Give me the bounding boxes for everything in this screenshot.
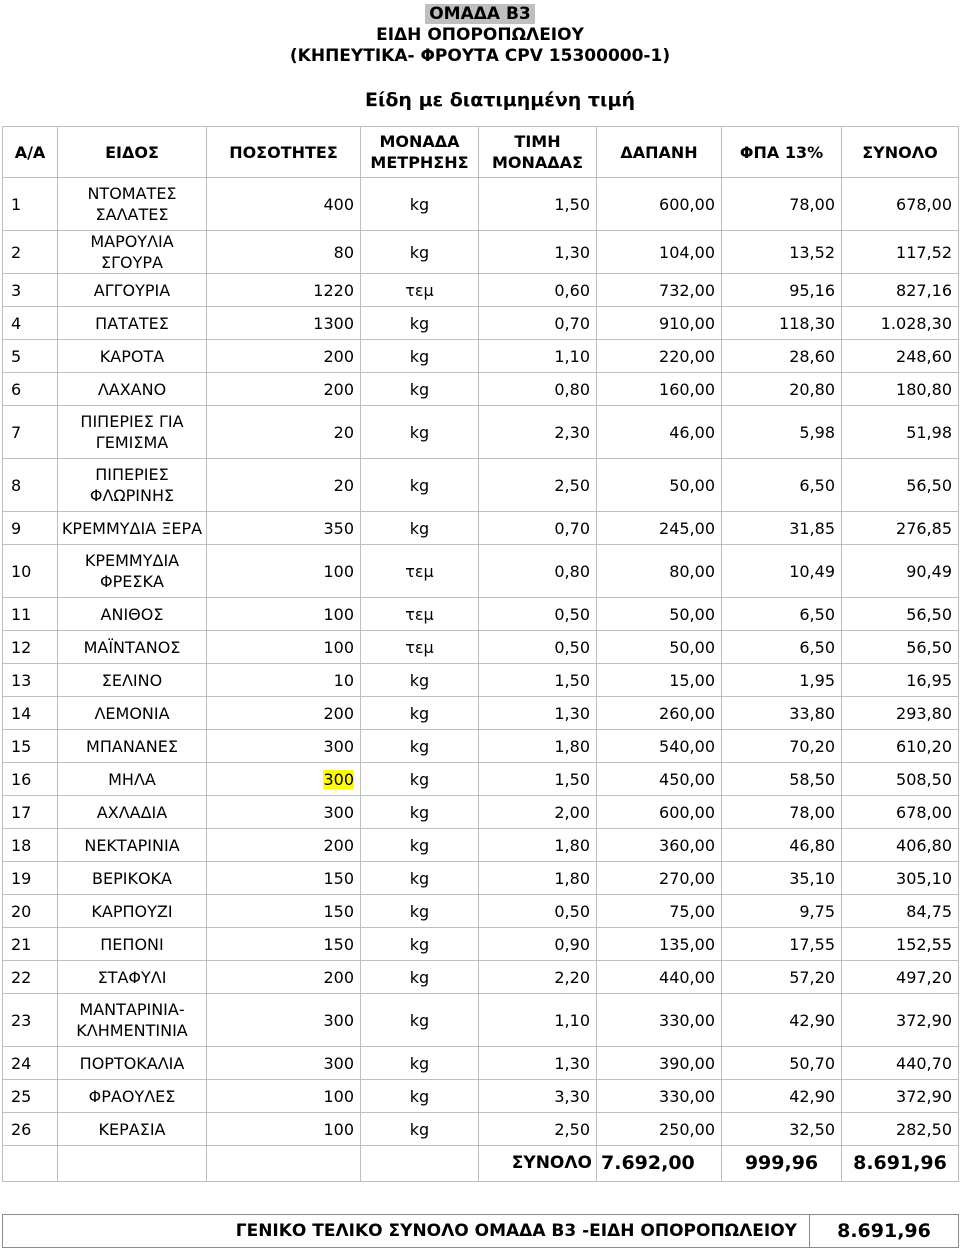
row-price: 0,50 — [479, 895, 597, 928]
row-total: 440,70 — [842, 1047, 959, 1080]
row-item-line1: ΚΡΕΜΜΥΔΙΑ — [84, 551, 180, 570]
col-aa-header: Α/Α — [3, 127, 58, 178]
row-price: 1,10 — [479, 340, 597, 373]
row-item-line1: ΝΤΟΜΑΤΕΣ — [87, 184, 177, 203]
row-cost: 450,00 — [597, 763, 722, 796]
page-subtitle: Είδη με διατιμημένη τιμή — [365, 89, 635, 111]
row-number: 2 — [3, 231, 58, 274]
row-price: 1,10 — [479, 994, 597, 1047]
row-total: 56,50 — [842, 598, 959, 631]
row-qty: 300 — [207, 994, 361, 1047]
row-number: 21 — [3, 928, 58, 961]
col-unit-header — [361, 127, 479, 178]
row-price: 0,80 — [479, 373, 597, 406]
row-total: 117,52 — [842, 231, 959, 274]
row-item — [58, 512, 207, 545]
row-qty: 100 — [207, 545, 361, 598]
row-item — [58, 928, 207, 961]
row-qty: 200 — [207, 697, 361, 730]
row-number: 13 — [3, 664, 58, 697]
table-row — [3, 1080, 959, 1113]
row-number: 9 — [3, 512, 58, 545]
table-row — [3, 697, 959, 730]
row-item-line1: ΦΡΑΟΥΛΕΣ — [88, 1086, 176, 1106]
row-item-line2: ΚΛΗΜΕΝΤΙΝΙΑ — [76, 1021, 188, 1040]
table-row — [3, 459, 959, 512]
row-price: 1,30 — [479, 697, 597, 730]
price-table — [2, 126, 959, 1182]
row-vat: 78,00 — [722, 796, 842, 829]
row-price: 0,70 — [479, 512, 597, 545]
row-item-line1: ΜΗΛΑ — [108, 769, 156, 789]
row-vat: 35,10 — [722, 862, 842, 895]
row-qty: 100 — [207, 598, 361, 631]
row-total: 293,80 — [842, 697, 959, 730]
table-row — [3, 763, 959, 796]
row-cost: 390,00 — [597, 1047, 722, 1080]
row-qty: 400 — [207, 178, 361, 231]
row-total: 372,90 — [842, 1080, 959, 1113]
row-unit: kg — [361, 373, 479, 406]
row-item — [58, 829, 207, 862]
row-total: 276,85 — [842, 512, 959, 545]
row-item-line1: ΑΧΛΑΔΙΑ — [96, 802, 168, 822]
row-cost: 135,00 — [597, 928, 722, 961]
row-price: 1,50 — [479, 763, 597, 796]
col-price-l1: ΤΙΜΗ — [514, 132, 561, 151]
row-cost: 104,00 — [597, 231, 722, 274]
row-item — [58, 406, 207, 459]
row-cost: 220,00 — [597, 340, 722, 373]
row-total: 508,50 — [842, 763, 959, 796]
totals-row — [3, 1146, 959, 1182]
row-unit: kg — [361, 928, 479, 961]
row-number: 5 — [3, 340, 58, 373]
row-price: 2,30 — [479, 406, 597, 459]
row-price: 0,70 — [479, 307, 597, 340]
row-number: 15 — [3, 730, 58, 763]
row-total: 282,50 — [842, 1113, 959, 1146]
row-total: 406,80 — [842, 829, 959, 862]
row-price: 3,30 — [479, 1080, 597, 1113]
row-unit: kg — [361, 231, 479, 274]
row-item — [58, 697, 207, 730]
row-cost: 250,00 — [597, 1113, 722, 1146]
row-unit: τεμ — [361, 274, 479, 307]
row-unit: kg — [361, 862, 479, 895]
col-unit-l1: ΜΟΝΑΔΑ — [379, 132, 460, 151]
highlighted-qty: 300 — [323, 769, 354, 789]
row-total: 610,20 — [842, 730, 959, 763]
row-item-line1: ΠΕΠΟΝΙ — [100, 934, 164, 954]
col-qty-header: ΠΟΣΟΤΗΤΕΣ — [207, 127, 361, 178]
row-item-line2: ΣΑΛΑΤΕΣ — [95, 205, 169, 224]
row-number: 7 — [3, 406, 58, 459]
table-row — [3, 928, 959, 961]
row-price: 2,00 — [479, 796, 597, 829]
row-number: 24 — [3, 1047, 58, 1080]
row-qty: 100 — [207, 631, 361, 664]
row-item — [58, 307, 207, 340]
row-item-line1: ΣΕΛΙΝΟ — [101, 670, 163, 690]
row-vat: 6,50 — [722, 631, 842, 664]
row-item — [58, 763, 207, 796]
table-row — [3, 307, 959, 340]
row-number: 25 — [3, 1080, 58, 1113]
row-cost: 50,00 — [597, 631, 722, 664]
row-vat: 46,80 — [722, 829, 842, 862]
row-qty: 150 — [207, 928, 361, 961]
row-price: 1,80 — [479, 730, 597, 763]
grand-total-label: ΓΕΝΙΚΟ ΤΕΛΙΚΟ ΣΥΝΟΛΟ ΟΜΑΔΑ Β3 -ΕΙΔΗ ΟΠΟΡΟΠΩΛΕΙΟΥ — [3, 1215, 810, 1248]
row-qty: 300 — [207, 1047, 361, 1080]
row-qty: 200 — [207, 961, 361, 994]
group-badge: ΟΜΑΔΑ Β3 — [425, 4, 535, 24]
row-unit: kg — [361, 178, 479, 231]
row-price: 1,30 — [479, 1047, 597, 1080]
row-item — [58, 231, 207, 274]
row-item-line1: ΜΑΝΤΑΡΙΝΙΑ- — [79, 1000, 185, 1019]
row-vat: 5,98 — [722, 406, 842, 459]
row-total: 90,49 — [842, 545, 959, 598]
row-vat: 17,55 — [722, 928, 842, 961]
table-row — [3, 796, 959, 829]
row-number: 14 — [3, 697, 58, 730]
row-unit: kg — [361, 1113, 479, 1146]
row-unit: τεμ — [361, 545, 479, 598]
row-total: 51,98 — [842, 406, 959, 459]
row-item — [58, 373, 207, 406]
row-item — [58, 631, 207, 664]
col-cost-header: ΔΑΠΑΝΗ — [597, 127, 722, 178]
row-qty: 150 — [207, 895, 361, 928]
row-item — [58, 994, 207, 1047]
table-row — [3, 895, 959, 928]
row-item-line1: ΚΕΡΑΣΙΑ — [98, 1119, 166, 1139]
row-cost: 260,00 — [597, 697, 722, 730]
grand-total-value: 8.691,96 — [810, 1215, 959, 1248]
table-row — [3, 631, 959, 664]
row-price: 1,30 — [479, 231, 597, 274]
row-item — [58, 1113, 207, 1146]
row-total: 16,95 — [842, 664, 959, 697]
row-price: 2,20 — [479, 961, 597, 994]
row-vat: 57,20 — [722, 961, 842, 994]
col-unit-l2: ΜΕΤΡΗΣΗΣ — [370, 153, 469, 172]
row-item-line1: ΑΓΓΟΥΡΙΑ — [93, 280, 171, 300]
row-price: 1,50 — [479, 664, 597, 697]
table-row — [3, 994, 959, 1047]
table-row — [3, 545, 959, 598]
row-qty: 150 — [207, 862, 361, 895]
row-item-line2: ΓΕΜΙΣΜΑ — [95, 433, 169, 452]
row-total: 56,50 — [842, 631, 959, 664]
table-body — [3, 178, 959, 1146]
row-number: 17 — [3, 796, 58, 829]
row-vat: 70,20 — [722, 730, 842, 763]
row-vat: 6,50 — [722, 598, 842, 631]
row-cost: 15,00 — [597, 664, 722, 697]
row-qty: 200 — [207, 373, 361, 406]
row-unit: kg — [361, 895, 479, 928]
row-cost: 50,00 — [597, 598, 722, 631]
row-total: 1.028,30 — [842, 307, 959, 340]
row-cost: 600,00 — [597, 178, 722, 231]
row-vat: 9,75 — [722, 895, 842, 928]
row-cost: 440,00 — [597, 961, 722, 994]
row-unit: kg — [361, 961, 479, 994]
col-price-l2: ΜΟΝΑΔΑΣ — [492, 153, 583, 172]
table-row — [3, 664, 959, 697]
row-unit: kg — [361, 1080, 479, 1113]
row-total: 497,20 — [842, 961, 959, 994]
row-cost: 732,00 — [597, 274, 722, 307]
cpv-title: (ΚΗΠΕΥΤΙΚΑ- ΦΡΟΥΤΑ CPV 15300000-1) — [289, 46, 671, 66]
row-vat: 20,80 — [722, 373, 842, 406]
totals-total: 8.691,96 — [842, 1146, 959, 1182]
row-item — [58, 178, 207, 231]
row-price: 1,80 — [479, 829, 597, 862]
row-vat: 58,50 — [722, 763, 842, 796]
col-item-header: ΕΙΔΟΣ — [58, 127, 207, 178]
table-row — [3, 598, 959, 631]
row-vat: 1,95 — [722, 664, 842, 697]
row-cost: 360,00 — [597, 829, 722, 862]
col-total-header: ΣΥΝΟΛΟ — [842, 127, 959, 178]
row-item — [58, 961, 207, 994]
row-qty: 200 — [207, 340, 361, 373]
row-total: 180,80 — [842, 373, 959, 406]
row-item — [58, 664, 207, 697]
row-qty: 1220 — [207, 274, 361, 307]
row-unit: kg — [361, 664, 479, 697]
row-number: 26 — [3, 1113, 58, 1146]
row-item — [58, 340, 207, 373]
row-item — [58, 862, 207, 895]
row-unit: kg — [361, 697, 479, 730]
row-item — [58, 796, 207, 829]
row-vat: 42,90 — [722, 994, 842, 1047]
table-row — [3, 829, 959, 862]
row-price: 1,80 — [479, 862, 597, 895]
row-price: 2,50 — [479, 1113, 597, 1146]
row-item-line1: ΚΡΕΜΜΥΔΙΑ ΞΕΡΑ — [61, 518, 203, 538]
table-row — [3, 340, 959, 373]
row-item-line1: ΠΑΤΑΤΕΣ — [95, 313, 169, 333]
row-price: 1,50 — [479, 178, 597, 231]
row-item — [58, 274, 207, 307]
row-qty: 100 — [207, 1080, 361, 1113]
row-price: 0,80 — [479, 545, 597, 598]
row-item-line1: ΠΙΠΕΡΙΕΣ — [95, 465, 169, 484]
row-vat: 10,49 — [722, 545, 842, 598]
row-price: 2,50 — [479, 459, 597, 512]
row-unit: kg — [361, 512, 479, 545]
row-unit: kg — [361, 1047, 479, 1080]
row-vat: 95,16 — [722, 274, 842, 307]
row-cost: 160,00 — [597, 373, 722, 406]
row-item — [58, 598, 207, 631]
row-qty: 200 — [207, 829, 361, 862]
row-item-line1: ΝΕΚΤΑΡΙΝΙΑ — [84, 835, 180, 855]
row-cost: 600,00 — [597, 796, 722, 829]
row-qty: 1300 — [207, 307, 361, 340]
totals-vat: 999,96 — [722, 1146, 842, 1182]
row-number: 20 — [3, 895, 58, 928]
row-vat: 32,50 — [722, 1113, 842, 1146]
row-price: 0,50 — [479, 598, 597, 631]
table-row — [3, 730, 959, 763]
row-total: 152,55 — [842, 928, 959, 961]
row-unit: kg — [361, 763, 479, 796]
table-row — [3, 178, 959, 231]
row-cost: 75,00 — [597, 895, 722, 928]
col-price-header — [479, 127, 597, 178]
row-item-line2: ΦΡΕΣΚΑ — [100, 572, 164, 591]
table-row — [3, 1113, 959, 1146]
totals-label: ΣΥΝΟΛΟ — [479, 1146, 597, 1182]
table-row — [3, 274, 959, 307]
totals-cost: 7.692,00 — [597, 1146, 722, 1182]
row-vat: 6,50 — [722, 459, 842, 512]
row-price: 0,60 — [479, 274, 597, 307]
row-cost: 245,00 — [597, 512, 722, 545]
row-total: 827,16 — [842, 274, 959, 307]
row-unit: kg — [361, 459, 479, 512]
row-total: 305,10 — [842, 862, 959, 895]
table-row — [3, 862, 959, 895]
row-unit: τεμ — [361, 631, 479, 664]
row-cost: 330,00 — [597, 1080, 722, 1113]
row-item-line1: ΜΠΑΝΑΝΕΣ — [86, 736, 178, 756]
row-qty: 300 — [207, 796, 361, 829]
row-cost: 46,00 — [597, 406, 722, 459]
row-number: 11 — [3, 598, 58, 631]
table-row — [3, 373, 959, 406]
row-qty: 20 — [207, 406, 361, 459]
row-qty: 350 — [207, 512, 361, 545]
row-qty — [207, 763, 361, 796]
row-price: 0,50 — [479, 631, 597, 664]
row-item-line1: ΜΑΡΟΥΛΙΑ ΣΓΟΥΡΑ — [90, 232, 174, 272]
row-item — [58, 730, 207, 763]
row-cost: 50,00 — [597, 459, 722, 512]
row-item-line1: ΚΑΡΠΟΥΖΙ — [91, 901, 173, 921]
row-qty: 20 — [207, 459, 361, 512]
table-row — [3, 512, 959, 545]
row-number: 22 — [3, 961, 58, 994]
row-cost: 330,00 — [597, 994, 722, 1047]
row-total: 84,75 — [842, 895, 959, 928]
row-item-line1: ΑΝΙΘΟΣ — [100, 604, 164, 624]
row-item — [58, 545, 207, 598]
col-vat-header: ΦΠΑ 13% — [722, 127, 842, 178]
row-qty: 10 — [207, 664, 361, 697]
row-number: 18 — [3, 829, 58, 862]
row-qty: 80 — [207, 231, 361, 274]
table-row — [3, 231, 959, 274]
row-total: 678,00 — [842, 178, 959, 231]
row-qty: 300 — [207, 730, 361, 763]
row-number: 6 — [3, 373, 58, 406]
row-vat: 50,70 — [722, 1047, 842, 1080]
row-qty: 100 — [207, 1113, 361, 1146]
row-number: 19 — [3, 862, 58, 895]
row-item-line1: ΒΕΡΙΚΟΚΑ — [92, 868, 172, 888]
row-vat: 78,00 — [722, 178, 842, 231]
row-total: 678,00 — [842, 796, 959, 829]
row-vat: 33,80 — [722, 697, 842, 730]
row-unit: τεμ — [361, 598, 479, 631]
row-cost: 540,00 — [597, 730, 722, 763]
row-item — [58, 1080, 207, 1113]
group-title — [0, 3, 960, 25]
category-title: ΕΙΔΗ ΟΠΟΡΟΠΩΛΕΙΟΥ — [376, 25, 584, 45]
row-item-line1: ΜΑΪΝΤΑΝΟΣ — [83, 637, 181, 657]
row-item-line1: ΠΟΡΤΟΚΑΛΙΑ — [79, 1053, 185, 1073]
row-item-line1: ΣΤΑΦΥΛΙ — [97, 967, 167, 987]
row-unit: kg — [361, 796, 479, 829]
row-item — [58, 895, 207, 928]
row-number: 1 — [3, 178, 58, 231]
row-item-line1: ΚΑΡΟΤΑ — [99, 346, 165, 366]
row-number: 3 — [3, 274, 58, 307]
row-item-line2: ΦΛΩΡΙΝΗΣ — [89, 486, 175, 505]
table-row — [3, 1047, 959, 1080]
row-item-line1: ΛΕΜΟΝΙΑ — [94, 703, 170, 723]
row-vat: 31,85 — [722, 512, 842, 545]
row-unit: kg — [361, 730, 479, 763]
table-row — [3, 961, 959, 994]
row-item — [58, 1047, 207, 1080]
row-unit: kg — [361, 994, 479, 1047]
row-number: 12 — [3, 631, 58, 664]
row-vat: 42,90 — [722, 1080, 842, 1113]
row-total: 56,50 — [842, 459, 959, 512]
row-number: 4 — [3, 307, 58, 340]
row-total: 372,90 — [842, 994, 959, 1047]
row-unit: kg — [361, 406, 479, 459]
row-number: 8 — [3, 459, 58, 512]
row-number: 23 — [3, 994, 58, 1047]
row-vat: 13,52 — [722, 231, 842, 274]
row-vat: 28,60 — [722, 340, 842, 373]
row-item — [58, 459, 207, 512]
header-row — [3, 127, 959, 178]
row-total: 248,60 — [842, 340, 959, 373]
row-price: 0,90 — [479, 928, 597, 961]
row-cost: 270,00 — [597, 862, 722, 895]
row-unit: kg — [361, 307, 479, 340]
row-number: 10 — [3, 545, 58, 598]
row-number: 16 — [3, 763, 58, 796]
table-row — [3, 406, 959, 459]
row-item-line1: ΛΑΧΑΝΟ — [97, 379, 167, 399]
row-item-line1: ΠΙΠΕΡΙΕΣ ΓΙΑ — [80, 412, 184, 431]
row-cost: 910,00 — [597, 307, 722, 340]
row-unit: kg — [361, 340, 479, 373]
grand-total-box — [2, 1214, 959, 1248]
row-vat: 118,30 — [722, 307, 842, 340]
row-cost: 80,00 — [597, 545, 722, 598]
row-unit: kg — [361, 829, 479, 862]
